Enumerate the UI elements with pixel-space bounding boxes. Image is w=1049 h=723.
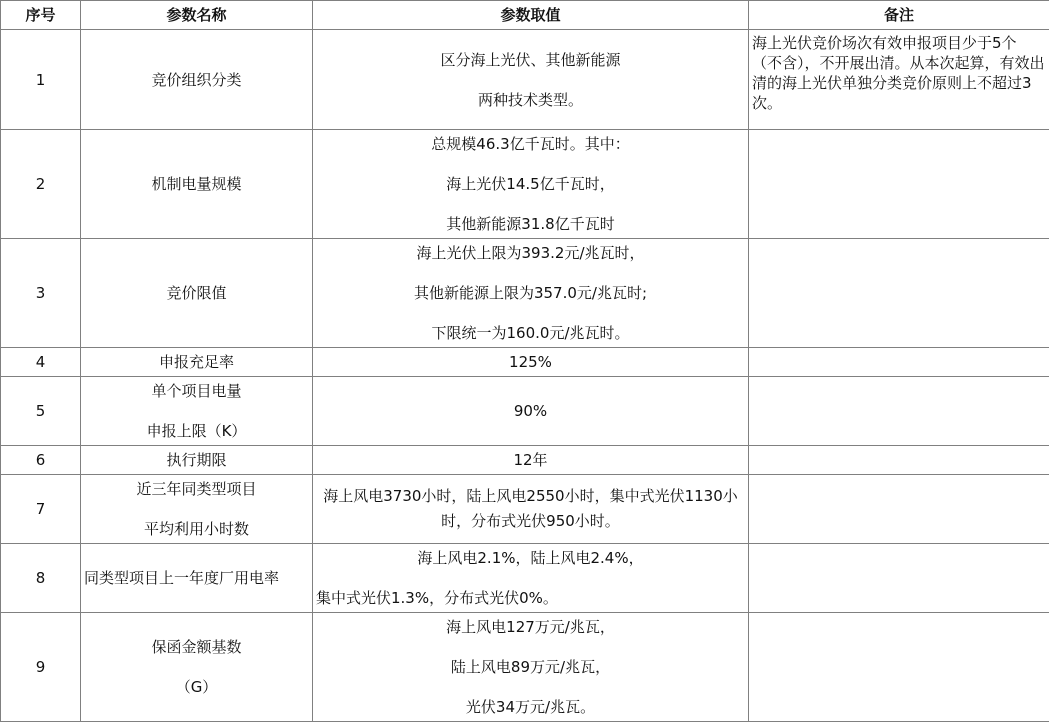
row-note <box>749 475 1049 544</box>
row-value: 区分海上光伏、其他新能源 两种技术类型。 <box>313 30 749 130</box>
row-no: 7 <box>1 475 81 544</box>
row-value: 海上风电2.1%，陆上风电2.4%， 集中式光伏1.3%，分布式光伏0%。 <box>313 544 749 613</box>
row-name: 申报充足率 <box>81 348 313 377</box>
table-row <box>1 377 1049 446</box>
row-value: 海上风电127万元/兆瓦， 陆上风电89万元/兆瓦， 光伏34万元/兆瓦。 <box>313 613 749 722</box>
header-row <box>1 1 1049 30</box>
header-value: 参数取值 <box>313 1 749 30</box>
row-note <box>749 377 1049 446</box>
row-no: 5 <box>1 377 81 446</box>
table-row <box>1 613 1049 722</box>
row-note <box>749 130 1049 239</box>
row-value: 总规模46.3亿千瓦时。其中： 海上光伏14.5亿千瓦时， 其他新能源31.8亿千瓦时 <box>313 130 749 239</box>
row-no: 2 <box>1 130 81 239</box>
row-note <box>749 348 1049 377</box>
row-note <box>749 613 1049 722</box>
row-no: 1 <box>1 30 81 130</box>
row-name: 竞价组织分类 <box>81 30 313 130</box>
table-row <box>1 348 1049 377</box>
row-no: 9 <box>1 613 81 722</box>
row-no: 3 <box>1 239 81 348</box>
row-name: 竞价限值 <box>81 239 313 348</box>
table-row <box>1 544 1049 613</box>
header-note: 备注 <box>749 1 1049 30</box>
table-row <box>1 446 1049 475</box>
row-name: 保函金额基数 （G） <box>81 613 313 722</box>
header-no: 序号 <box>1 1 81 30</box>
row-name: 执行期限 <box>81 446 313 475</box>
row-name: 同类型项目上一年度厂用电率 <box>81 544 313 613</box>
row-note <box>749 239 1049 348</box>
row-name: 单个项目电量 申报上限（K） <box>81 377 313 446</box>
table-row <box>1 239 1049 348</box>
row-value: 海上光伏上限为393.2元/兆瓦时， 其他新能源上限为357.0元/兆瓦时; 下限统一为160.0元/兆瓦时。 <box>313 239 749 348</box>
row-no: 4 <box>1 348 81 377</box>
row-value: 12年 <box>313 446 749 475</box>
row-value: 海上风电3730小时，陆上风电2550小时，集中式光伏1130小时，分布式光伏950小时。 <box>313 475 749 544</box>
row-value: 125% <box>313 348 749 377</box>
table-row <box>1 475 1049 544</box>
row-value: 90% <box>313 377 749 446</box>
row-note <box>749 446 1049 475</box>
table-row <box>1 130 1049 239</box>
row-name: 近三年同类型项目 平均利用小时数 <box>81 475 313 544</box>
row-no: 8 <box>1 544 81 613</box>
row-no: 6 <box>1 446 81 475</box>
row-note <box>749 544 1049 613</box>
table-row <box>1 30 1049 130</box>
header-name: 参数名称 <box>81 1 313 30</box>
row-name: 机制电量规模 <box>81 130 313 239</box>
row-note: 海上光伏竞价场次有效申报项目少于5个（不含），不开展出清。从本次起算，有效出清的海上光伏单独分类竞价原则上不超过3次。 <box>749 30 1049 130</box>
